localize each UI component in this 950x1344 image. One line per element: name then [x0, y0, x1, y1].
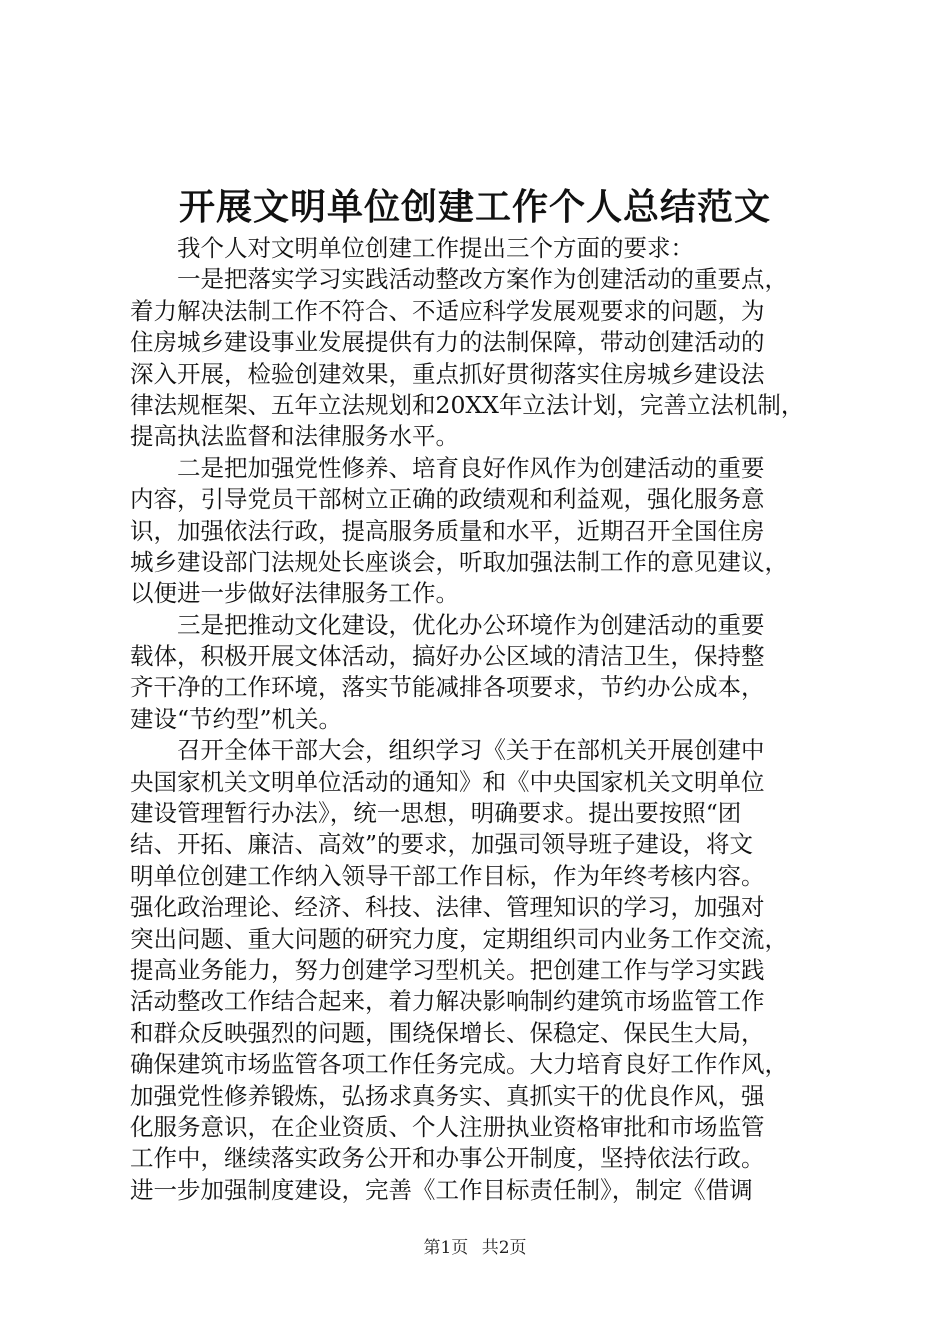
text-line: 突出问题、重大问题的研究力度，定期组织司内业务工作交流，	[130, 924, 788, 953]
text-line: 深入开展，检验创建效果，重点抓好贯彻落实住房城乡建设法	[130, 359, 765, 388]
text-line: 央国家机关文明单位活动的通知》和《中央国家机关文明单位	[130, 767, 765, 796]
text-line: 我个人对文明单位创建工作提出三个方面的要求：	[177, 234, 694, 262]
document-title: 开展文明单位创建工作个人总结范文	[178, 186, 771, 228]
text-line: 载体，积极开展文体活动，搞好办公区域的清洁卫生，保持整	[130, 642, 765, 671]
text-line: 齐干净的工作环境，落实节能减排各项要求，节约办公成本，	[130, 673, 765, 702]
text-line: 进一步加强制度建设，完善《工作目标责任制》，制定《借调	[130, 1175, 753, 1204]
page-number: 第1页	[423, 1238, 469, 1258]
text-line: 以便进一步做好法律服务工作。	[130, 579, 459, 608]
text-line: 强化政治理论、经济、科技、法律、管理知识的学习，加强对	[130, 893, 765, 922]
text-line: 内容，引导党员干部树立正确的政绩观和利益观，强化服务意	[130, 485, 765, 514]
text-line: 活动整改工作结合起来，着力解决影响制约建筑市场监管工作	[130, 987, 765, 1016]
text-line: 建设“节约型”机关。	[130, 704, 343, 733]
text-line: 一是把落实学习实践活动整改方案作为创建活动的重要点，	[177, 265, 788, 294]
text-line: 化服务意识，在企业资质、个人注册执业资格审批和市场监管	[130, 1112, 765, 1141]
text-line: 城乡建设部门法规处长座谈会，听取加强法制工作的意见建议，	[130, 547, 788, 576]
document-body	[130, 233, 830, 1206]
text-line: 确保建筑市场监管各项工作任务完成。大力培育良好工作作风，	[130, 1050, 788, 1079]
text-line: 加强党性修养锻炼，弘扬求真务实、真抓实干的优良作风，强	[130, 1081, 765, 1110]
text-line: 工作中，继续落实政务公开和办事公开制度，坚持依法行政。	[130, 1144, 765, 1173]
text-line: 律法规框架、五年立法规划和20XX年立法计划，完善立法机制，	[130, 390, 805, 419]
text-line: 三是把推动文化建设，优化办公环境作为创建活动的重要	[177, 610, 765, 639]
text-line: 住房城乡建设事业发展提供有力的法制保障，带动创建活动的	[130, 328, 765, 357]
text-line: 提高业务能力，努力创建学习型机关。把创建工作与学习实践	[130, 955, 765, 984]
text-line: 提高执法监督和法律服务水平。	[130, 422, 459, 451]
text-line: 和群众反映强烈的问题，围绕保增长、保稳定、保民生大局，	[130, 1018, 765, 1047]
text-line: 二是把加强党性修养、培育良好作风作为创建活动的重要	[177, 453, 765, 482]
page-footer	[0, 1236, 950, 1260]
text-line: 着力解决法制工作不符合、不适应科学发展观要求的问题，为	[130, 296, 765, 325]
text-line: 明单位创建工作纳入领导干部工作目标，作为年终考核内容。	[130, 861, 765, 890]
page-total: 共2页	[481, 1238, 527, 1258]
text-line: 建设管理暂行办法》，统一思想，明确要求。提出要按照“团	[130, 799, 742, 828]
text-line: 结、开拓、廉洁、高效”的要求，加强司领导班子建设，将文	[130, 830, 754, 859]
text-line: 召开全体干部大会，组织学习《关于在部机关开展创建中	[177, 736, 765, 765]
text-line: 识，加强依法行政，提高服务质量和水平，近期召开全国住房	[130, 516, 765, 545]
